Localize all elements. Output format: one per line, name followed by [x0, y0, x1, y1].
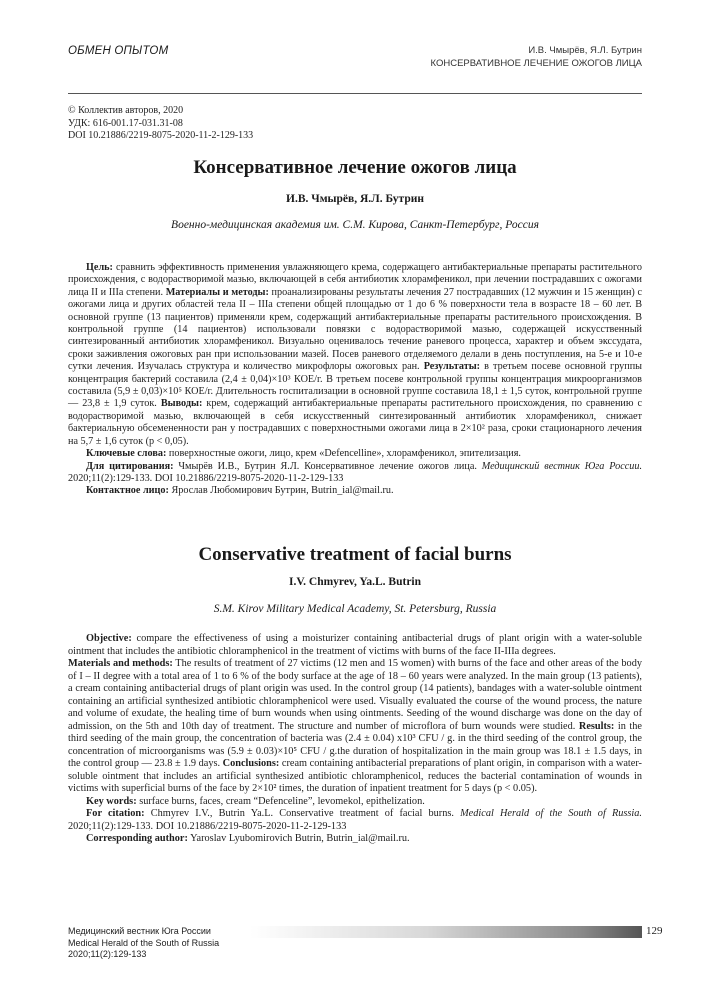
- citation-en: [68, 808, 642, 833]
- objective-label: Objective:: [86, 633, 132, 644]
- methods-en: [68, 658, 642, 796]
- methods-text-ru: проанализированы результаты лечения 27 пострадавших (12 мужчин и 15 женщин) с ожогами лица и других областей тела II – IIIa степени общей площадью от 1 до 6 % поверхности тела в возрасте 18 – 60 лет. В основной группе (13 пациентов) применяли крем, содержащий антибактериальные препараты растительного происхождения. В контрольной группе (14 пациентов) использовали повязки с водорастворимой мазью, содержащей искусственный синтезированный антибиотик хлорамфеникол. Визуально оценивалось течение раневого процесса, характер и объем экссудата, сроки заживления ожоговых ран при использовании мазей. Посев раневого отделяемого делали в день поступления, на 5-е и 10-е сутки лечения. Изучалась структура и количество микрофлоры ожоговых ран.: [68, 286, 642, 373]
- authors-en: I.V. Chmyrev, Ya.L. Butrin: [288, 576, 422, 588]
- contact-label-en: Corresponding author:: [86, 833, 188, 844]
- keywords-en: [68, 796, 642, 809]
- objective-text: compare the effectiveness of using a moisturizer containing antibacterial drugs of plant origin with a water-soluble ointment that includes the antibiotic chloramphenicol in the treatment of victims with burns of the face II-IIIa degrees.: [68, 633, 642, 657]
- article-meta: [68, 105, 253, 143]
- running-authors: И.В. Чмырёв, Я.Л. Бутрин: [528, 45, 642, 56]
- methods-label-en: Materials and methods:: [68, 658, 173, 669]
- copyright: © Коллектив авторов, 2020: [68, 105, 184, 116]
- goal-label: Цель:: [86, 262, 113, 273]
- citation-tail-ru: 2020;11(2):129-133. DOI 10.21886/2219-8075-2020-11-2-129-133: [68, 472, 344, 484]
- conclusions-text-ru: крем, содержащий антибактериальные препараты растительного происхождения, по сравнению с водорастворимой мазью, включающей в себя искусственный синтезированный антибиотик хлорамфеникол, снижает бактериальную обсемененности ран у пострадавших с поверхностными ожогами лица в 2×10² раза, сроки стационарного лечения на 5,7 ± 1,6 суток (р < 0,05).: [68, 398, 643, 447]
- article-title-en: Conservative treatment of facial burns: [198, 544, 512, 565]
- doi: DOI 10.21886/2219-8075-2020-11-2-129-133: [68, 130, 254, 142]
- keywords-text-ru: поверхностные ожоги, лицо, крем «Defencelline», хлорамфеникол, эпителизация.: [166, 448, 521, 460]
- contact-text-ru: Ярослав Любомирович Бутрин, Butrin_ial@mail.ru.: [168, 485, 394, 497]
- goal-text: сравнить эффективность применения увлажняющего крема, содержащего антибактериальные препараты растительного происхождения, с водорастворимой мазью, включающей в себя антибиотик хлорамфеникол, при лечении пострадавших с ожогами лица II и IIIa степени.: [68, 262, 642, 298]
- citation-text-en: Chmyrev I.V., Butrin Ya.L. Conservative treatment of facial burns.: [144, 808, 461, 819]
- results-text-en: in the third seeding of the main group, the concentration of bacteria was (2.4 ± 0.04) x10³ CFU / g. in the third seeding of the control group, the concentration of microorganisms was (5.9 ± 0.03)×10⁵ CFU / g.the duration of hospitalization in the main group was 18.1 ± 1.5 days, in the control group — 23.8 ± 1.9 days.: [68, 720, 642, 769]
- citation-tail-en: 2020;11(2):129-133. DOI 10.21886/2219-8075-2020-11-2-129-133: [68, 820, 347, 832]
- page-number: 129: [646, 925, 663, 937]
- results-text-ru: в третьем посеве основной группы концентрация бактерий составила (2,4 ± 0,04)×10³ КОЕ/г. В третьем посеве контрольной группы концентрация микроорганизмов составила (5,9 ± 0,03)×10⁵ КОЕ/г. Длительность госпитализации в основной группе составила 18,1 ± 1,5 суток, контрольной группе — 23,8 ± 1,9 суток.: [68, 361, 643, 410]
- udk: УДК: 616-001.17-031.31-08: [68, 117, 183, 129]
- affiliation-en: S.M. Kirov Military Medical Academy, St. Petersburg, Russia: [213, 603, 497, 615]
- conclusions-label-ru: Выводы:: [156, 398, 203, 410]
- keywords-label-ru: Ключевые слова:: [86, 448, 167, 460]
- contact-ru: [68, 485, 642, 497]
- citation-text-ru: Чмырёв И.В., Бутрин Я.Л. Консервативное лечение ожогов лица.: [173, 460, 482, 472]
- footer-gradient-bar: [250, 926, 642, 938]
- footer-issue: 2020;11(2):129-133: [68, 949, 147, 959]
- footer-journal-en: Medical Herald of the South of Russia: [68, 937, 220, 948]
- keywords-text-en: surface burns, faces, cream “Defenceline”, levomekol, epithelization.: [136, 795, 425, 807]
- running-header: [431, 45, 642, 70]
- abstract-ru-body: [68, 262, 642, 448]
- affiliation-ru: Военно-медицинская академия им. С.М. Кирова, Санкт-Петербург, Россия: [171, 219, 539, 231]
- methods-label-ru: Материалы и методы:: [163, 286, 269, 298]
- keywords-label-en: Key words:: [86, 795, 137, 807]
- footer-journal-ru: Медицинский вестник Юга России: [68, 926, 211, 936]
- running-title: КОНСЕРВАТИВНОЕ ЛЕЧЕНИЕ ОЖОГОВ ЛИЦА: [430, 57, 642, 69]
- header-divider: [68, 93, 642, 94]
- citation-journal-ru: Медицинский вестник Юга России.: [481, 460, 642, 472]
- contact-en: [68, 833, 642, 846]
- keywords-ru: [68, 448, 642, 460]
- conclusions-label-en: Conclusions:: [220, 758, 280, 769]
- citation-journal-en: Medical Herald of the South of Russia.: [460, 808, 642, 819]
- contact-label-ru: Контактное лицо:: [86, 485, 169, 497]
- citation-ru: [68, 461, 642, 486]
- section-title: ОБМЕН ОПЫТОМ: [68, 45, 169, 57]
- contact-text-en: Yaroslav Lyubomirovich Butrin, Butrin_ial@mail.ru.: [187, 833, 410, 844]
- abstract-ru: [68, 262, 642, 498]
- objective-en: [68, 633, 642, 658]
- results-label-en: Results:: [575, 720, 615, 732]
- conclusions-text-en: cream containing antibacterial preparations of plant origin, in comparison with a water-soluble ointment that includes an artificial synthesized antibiotic chloramphenicol, reduces the bacterial contamination of wounds in victims with superficial burns of the face by 2×10² times, the duration of inpatient treatment for 5 days (p < 0.05).: [68, 758, 642, 794]
- results-label-ru: Результаты:: [419, 361, 481, 373]
- citation-label-en: For citation:: [86, 808, 145, 819]
- methods-text-en: The results of treatment of 27 victims (12 men and 15 women) with burns of the face and other areas of the body of I – II degree with a total area of 1 to 6 % of the body surface at the age of 18 – 60 years were analyzed. In the main group (13 patients), a cream containing antibacterial drugs of plant origin was used. In the control group (14 patients), bandages with a water-soluble ointment containing an artificial synthesized antibiotic chloramphenicol were used. Visually evaluated the course of the wound process, the nature and volume of exudate, the healing time of burn wounds when using ointments. Seeding of the wound discharge was done on the day of admission, on the 5th and 10th day of treatment. The structure and number of microflora of burn wounds were studied.: [68, 658, 642, 732]
- citation-label-ru: Для цитирования:: [86, 460, 174, 472]
- footer-journal: [68, 926, 219, 961]
- authors-ru: И.В. Чмырёв, Я.Л. Бутрин: [286, 193, 424, 205]
- article-title-ru: Консервативное лечение ожогов лица: [193, 157, 517, 178]
- abstract-en: [68, 633, 642, 846]
